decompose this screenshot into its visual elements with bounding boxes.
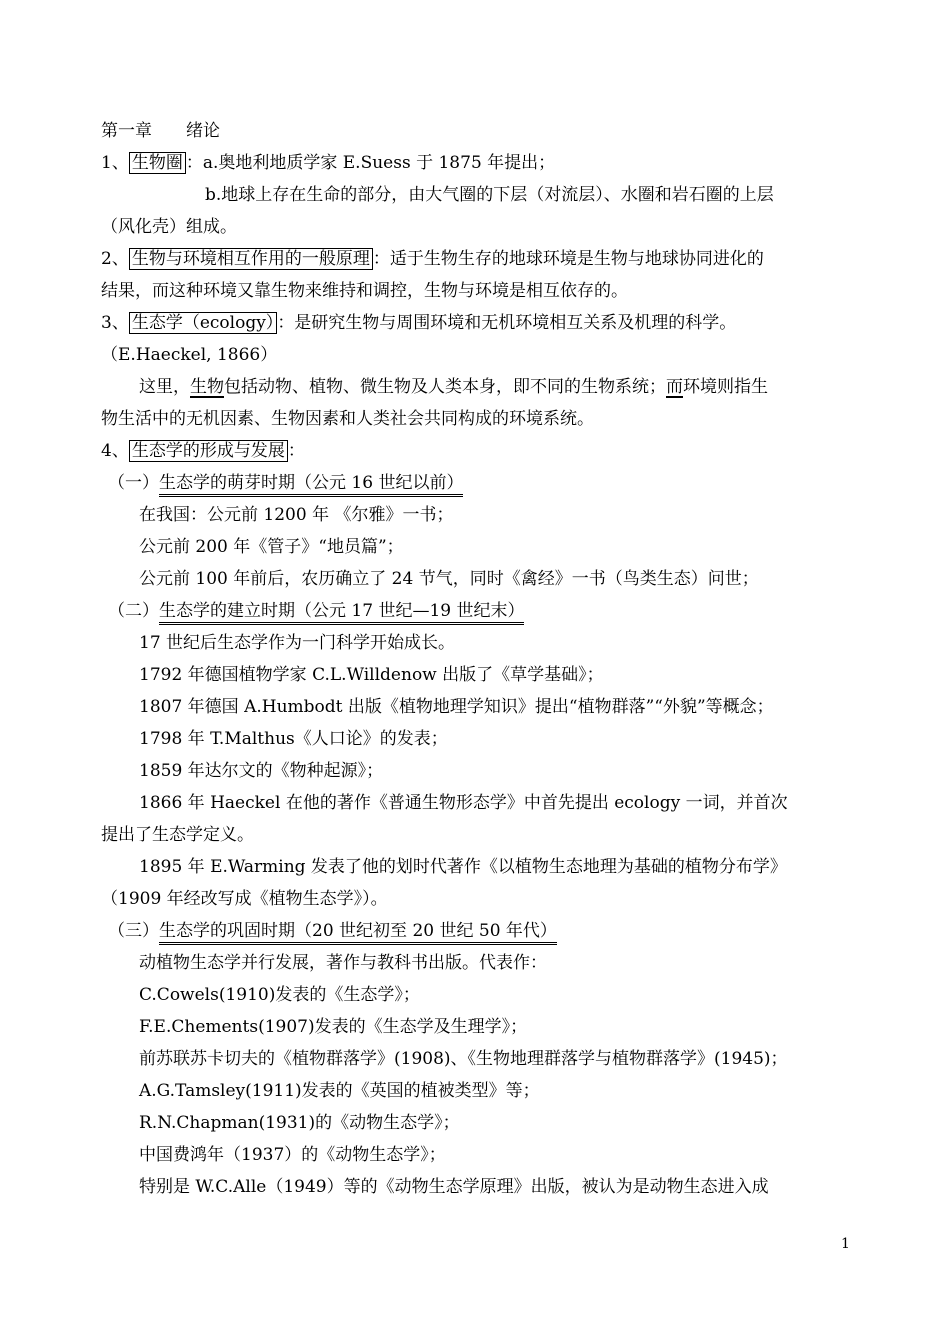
list-item: 1866 年 Haeckel 在他的著作《普通生物形态学》中首先提出 ecology 一词，并首次 — [139, 793, 788, 813]
page-number: 1 — [841, 1236, 850, 1252]
section-2-text: ：适于生物生存的地球环境是生物与地球协同进化的 — [372, 249, 764, 269]
section-4-colon: ： — [287, 441, 305, 461]
section-3-line — [101, 313, 736, 333]
section-2-text-cont: 结果，而这种环境又靠生物来维持和调控，生物与环境是相互依存的。 — [101, 281, 628, 301]
list-item: 1792 年德国植物学家 C.L.Willdenow 出版了《草学基础》； — [139, 665, 604, 685]
underlined-word-and: 而 — [666, 377, 683, 397]
list-item: A.G.Tamsley(1911)发表的《英国的植被类型》等； — [139, 1081, 540, 1101]
chapter-title: 绪论 — [186, 121, 220, 141]
period-2-number: （二） — [108, 601, 159, 621]
chapter-number: 第一章 — [101, 121, 152, 141]
list-item: 特别是 W.C.Alle（1949）等的《动物生态学原理》出版，被认为是动物生态进入成 — [139, 1177, 769, 1197]
list-item: 1807 年德国 A.Humbodt 出版《植物地理学知识》提出“植物群落”“外貌”等概念； — [139, 697, 774, 717]
list-item: 1859 年达尔文的《物种起源》； — [139, 761, 384, 781]
section-1-point-b: b.地球上存在生命的部分，由大气圈的下层（对流层）、水圈和岩石圈的上层 — [205, 185, 774, 205]
period-1-number: （一） — [108, 473, 159, 493]
list-item: 1895 年 E.Warming 发表了他的划时代著作《以植物生态地理为基础的植物分布学》 — [139, 857, 787, 877]
term-biosphere: 生物圈 — [129, 152, 186, 174]
term-ecology: 生态学（ecology） — [129, 312, 277, 334]
list-item: 公元前 200 年《管子》“地员篇”； — [139, 537, 404, 557]
list-item: 公元前 100 年前后，农历确立了 24 节气，同时《禽经》一书（鸟类生态）问世； — [139, 569, 759, 589]
para-text: 这里， — [139, 377, 190, 397]
section-3-para-1 — [139, 377, 768, 398]
para-text: 环境则指生 — [683, 377, 768, 397]
section-3-number: 3、 — [101, 313, 129, 333]
list-item: 在我国：公元前 1200 年 《尔雅》一书； — [139, 505, 454, 525]
period-2-title: 生态学的建立时期（公元 17 世纪—19 世纪末） — [159, 601, 524, 625]
list-item: C.Cowels(1910)发表的《生态学》； — [139, 985, 420, 1005]
list-item-cont: （1909 年经改写成《植物生态学》）。 — [101, 889, 388, 909]
list-item: 中国费鸿年（1937）的《动物生态学》； — [139, 1145, 446, 1165]
underlined-word-organism: 生物 — [190, 377, 224, 397]
para-text: 包括动物、植物、微生物及人类本身，即不同的生物系统； — [224, 377, 666, 397]
section-2-line — [101, 249, 764, 269]
section-3-para-2: 物生活中的无机因素、生物因素和人类社会共同构成的环境系统。 — [101, 409, 594, 429]
section-1-number: 1、 — [101, 153, 129, 173]
list-item: 前苏联苏卡切夫的《植物群落学》(1908)、《生物地理群落学与植物群落学》(1945)； — [139, 1049, 788, 1069]
period-3-title: 生态学的巩固时期（20 世纪初至 20 世纪 50 年代） — [159, 921, 557, 945]
section-2-number: 2、 — [101, 249, 129, 269]
section-4-number: 4、 — [101, 441, 129, 461]
section-4-line — [101, 441, 305, 461]
list-item: 动植物生态学并行发展，著作与教科书出版。代表作： — [139, 953, 547, 973]
period-1-title: 生态学的萌芽时期（公元 16 世纪以前） — [159, 473, 463, 497]
section-1-point-a: ：a.奥地利地质学家 E.Suess 于 1875 年提出； — [185, 153, 556, 173]
section-1-line — [101, 153, 555, 173]
period-3-number: （三） — [108, 921, 159, 941]
term-formation-development: 生态学的形成与发展 — [129, 440, 288, 462]
section-3-citation: （E.Haeckel, 1866） — [101, 345, 278, 365]
term-interaction-principle: 生物与环境相互作用的一般原理 — [129, 248, 373, 270]
section-3-definition: ：是研究生物与周围环境和无机环境相互关系及机理的科学。 — [277, 313, 737, 333]
section-1-point-b-cont: （风化壳）组成。 — [101, 217, 237, 237]
list-item: 1798 年 T.Malthus《人口论》的发表； — [139, 729, 448, 749]
period-1-heading — [108, 473, 463, 493]
period-3-heading — [108, 921, 557, 941]
list-item-cont: 提出了生态学定义。 — [101, 825, 254, 845]
chapter-heading — [101, 121, 220, 141]
period-2-heading — [108, 601, 524, 621]
list-item: 17 世纪后生态学作为一门科学开始成长。 — [139, 633, 456, 653]
list-item: R.N.Chapman(1931)的《动物生态学》； — [139, 1113, 460, 1133]
list-item: F.E.Chements(1907)发表的《生态学及生理学》； — [139, 1017, 528, 1037]
